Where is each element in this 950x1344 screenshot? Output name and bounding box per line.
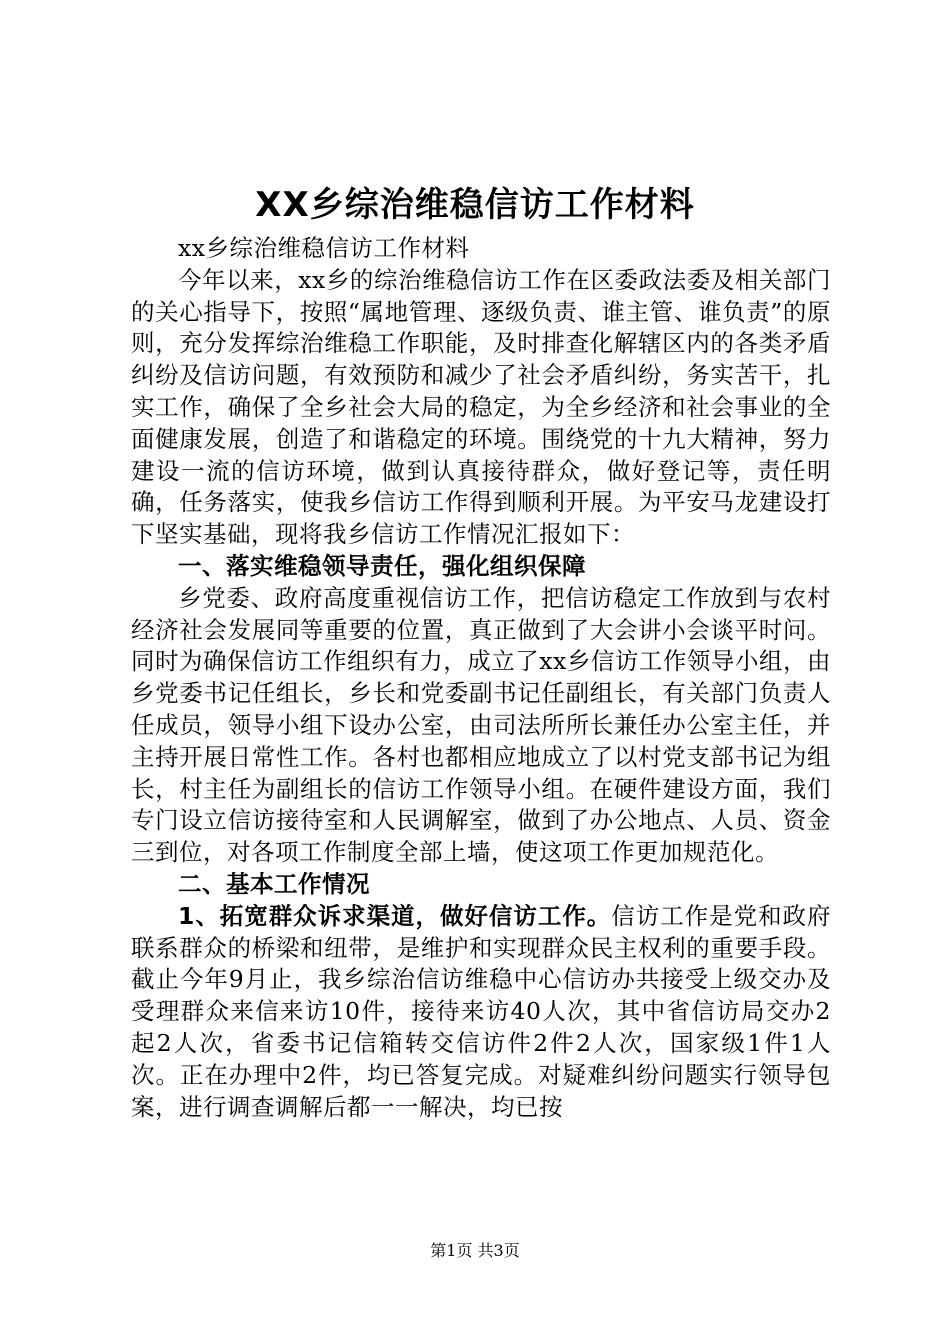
paragraph-petitions-text: 信访工作是党和政府联系群众的桥梁和纽带，是维护和实现群众民主权利的重要手段。截止今年9月止，我乡综治信访维稳中心信访办共接受上级交办及受理群众来信来访10件，接待来访40人次，其中省信访局交办2起2人次，省委书记信箱转交信访件2件2人次，国家级1件1人次。正在办理中2件，均已答复完成。对疑难纠纷问题实行领导包案，进行调查调解后都一一解决，均已按 <box>131 901 832 1121</box>
document-body <box>131 233 831 1123</box>
paragraph-organization: 乡党委、政府高度重视信访工作，把信访稳定工作放到与农村经济社会发展同等重要的位置，真正做到了大会讲小会谈平时问。同时为确保信访工作组织有力，成立了xx乡信访工作领导小组，由乡党委书记任组长，乡长和党委副书记任副组长，有关部门负责人任成员，领导小组下设办公室，由司法所所长兼任办公室主任，并主持开展日常性工作。各村也都相应地成立了以村党支部书记为组长，村主任为副组长的信访工作领导小组。在硬件建设方面，我们专门设立信访接待室和人民调解室，做到了办公地点、人员、资金三到位，对各项工作制度全部上墙，使这项工作更加规范化。 <box>131 583 831 867</box>
document-title: XX乡综治维稳信访工作材料 <box>255 185 695 225</box>
paragraph-petitions <box>131 901 831 1124</box>
paragraph-intro: 今年以来，xx乡的综治维稳信访工作在区委政法委及相关部门的关心指导下，按照“属地管理、逐级负责、谁主管、谁负责”的原则，充分发挥综治维稳工作职能，及时排查化解辖区内的各类矛盾纠纷及信访问题，有效预防和减少了社会矛盾纠纷，务实苦干，扎实工作，确保了全乡社会大局的稳定，为全乡经济和社会事业的全面健康发展，创造了和谐稳定的环境。围绕党的十九大精神，努力建设一流的信访环境，做到认真接待群众，做好登记等，责任明确，任务落实，使我乡信访工作得到顺利开展。为平安马龙建设打下坚实基础，现将我乡信访工作情况汇报如下： <box>131 265 831 549</box>
section-heading-2: 二、基本工作情况 <box>178 869 370 898</box>
paragraph-lead: 1、拓宽群众诉求渠道，做好信访工作。 <box>178 901 612 930</box>
section-heading-1: 一、落实维稳领导责任，强化组织保障 <box>178 551 586 580</box>
document-subtitle: xx乡综治维稳信访工作材料 <box>178 234 470 262</box>
page-footer: 第1页 共3页 <box>430 1241 520 1260</box>
